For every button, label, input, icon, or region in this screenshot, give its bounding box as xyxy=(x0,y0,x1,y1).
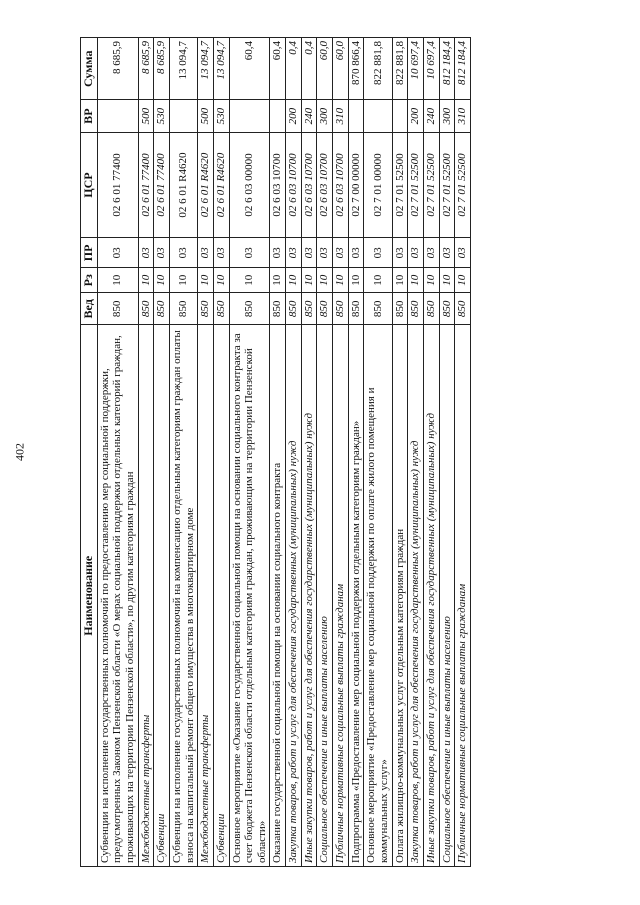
header-vr: ВР xyxy=(81,100,98,132)
cell-vr: 530 xyxy=(154,100,170,132)
cell-vr xyxy=(97,100,138,132)
cell-vr: 200 xyxy=(286,100,302,132)
cell-vr xyxy=(348,100,364,132)
cell-name: Субвенции на исполнение государственных полномочий на компенсацию отдельным категориям граждан оплаты взноса на капитальный ремонт общего имущества в многоквартирном доме xyxy=(170,325,198,867)
table-row xyxy=(97,38,138,867)
cell-vr: 200 xyxy=(408,100,424,132)
table-row xyxy=(170,38,198,867)
cell-csr: 02 7 01 52500 xyxy=(423,132,439,238)
rotated-table-container xyxy=(80,37,570,867)
header-name: Наименование xyxy=(81,325,98,867)
header-rz: Рз xyxy=(81,268,98,293)
cell-rz: 10 xyxy=(392,268,408,293)
cell-name: Публичные нормативные социальные выплаты гражданам xyxy=(455,325,471,867)
cell-rz: 10 xyxy=(348,268,364,293)
cell-pr: 03 xyxy=(408,238,424,268)
cell-rz: 10 xyxy=(154,268,170,293)
cell-csr: 02 7 01 52500 xyxy=(455,132,471,238)
cell-ved: 850 xyxy=(301,293,317,325)
table-body xyxy=(97,38,470,867)
cell-vr xyxy=(270,100,286,132)
cell-rz: 10 xyxy=(97,268,138,293)
cell-name: Иные закупки товаров, работ и услуг для обеспечения государственных (муниципальных) нужд xyxy=(423,325,439,867)
cell-csr: 02 6 01 R4620 xyxy=(213,132,229,238)
cell-vr xyxy=(170,100,198,132)
cell-name: Субвенции xyxy=(154,325,170,867)
cell-pr: 03 xyxy=(97,238,138,268)
cell-pr: 03 xyxy=(301,238,317,268)
cell-pr: 03 xyxy=(317,238,333,268)
header-csr: ЦСР xyxy=(81,132,98,238)
cell-sum: 812 184,4 xyxy=(439,38,455,100)
cell-csr: 02 6 03 10700 xyxy=(286,132,302,238)
cell-name: Оплата жилищно-коммунальных услуг отдельным категориям граждан xyxy=(392,325,408,867)
cell-csr: 02 6 01 77400 xyxy=(138,132,154,238)
cell-ved: 850 xyxy=(392,293,408,325)
cell-name: Субвенции на исполнение государственных полномочий по предоставлению мер социальной поддержки, предусмотренных Законом Пензенской области «О мерах социальной поддержки отдельных категорий граждан, проживающих на территории Пензенской области», по другим категориям граждан xyxy=(97,325,138,867)
cell-ved: 850 xyxy=(439,293,455,325)
cell-name: Социальное обеспечение и иные выплаты населению xyxy=(439,325,455,867)
table-row xyxy=(317,38,333,867)
table-row xyxy=(286,38,302,867)
cell-sum: 10 697,4 xyxy=(408,38,424,100)
page-number: 402 xyxy=(12,443,27,461)
cell-sum: 822 881,8 xyxy=(392,38,408,100)
table-row xyxy=(138,38,154,867)
cell-rz: 10 xyxy=(213,268,229,293)
cell-vr: 300 xyxy=(439,100,455,132)
table-row xyxy=(392,38,408,867)
cell-sum: 60,4 xyxy=(229,38,270,100)
cell-vr: 530 xyxy=(213,100,229,132)
cell-csr: 02 6 03 10700 xyxy=(333,132,349,238)
cell-ved: 850 xyxy=(455,293,471,325)
cell-ved: 850 xyxy=(170,293,198,325)
table-row xyxy=(333,38,349,867)
cell-csr: 02 6 03 10700 xyxy=(317,132,333,238)
cell-pr: 03 xyxy=(348,238,364,268)
cell-ved: 850 xyxy=(97,293,138,325)
cell-vr: 310 xyxy=(455,100,471,132)
cell-rz: 10 xyxy=(455,268,471,293)
table-row xyxy=(364,38,392,867)
table-row xyxy=(198,38,214,867)
cell-vr xyxy=(229,100,270,132)
cell-sum: 60,0 xyxy=(333,38,349,100)
table-row xyxy=(213,38,229,867)
cell-pr: 03 xyxy=(229,238,270,268)
cell-vr: 500 xyxy=(198,100,214,132)
cell-vr: 310 xyxy=(333,100,349,132)
cell-name: Межбюджетные трансферты xyxy=(138,325,154,867)
cell-pr: 03 xyxy=(423,238,439,268)
table-row xyxy=(423,38,439,867)
cell-pr: 03 xyxy=(270,238,286,268)
cell-pr: 03 xyxy=(213,238,229,268)
table-row xyxy=(439,38,455,867)
cell-pr: 03 xyxy=(439,238,455,268)
cell-rz: 10 xyxy=(364,268,392,293)
cell-vr: 240 xyxy=(301,100,317,132)
cell-csr: 02 6 03 10700 xyxy=(301,132,317,238)
cell-sum: 8 685,9 xyxy=(97,38,138,100)
cell-sum: 10 697,4 xyxy=(423,38,439,100)
cell-name: Подпрограмма «Предоставление мер социальной поддержки отдельным категориям граждан» xyxy=(348,325,364,867)
cell-name: Основное мероприятие «Предоставление мер социальной поддержки по оплате жилого помещения и коммунальных услуг» xyxy=(364,325,392,867)
cell-csr: 02 7 00 00000 xyxy=(348,132,364,238)
cell-pr: 03 xyxy=(333,238,349,268)
cell-ved: 850 xyxy=(270,293,286,325)
cell-ved: 850 xyxy=(138,293,154,325)
cell-name: Субвенции xyxy=(213,325,229,867)
cell-name: Закупка товаров, работ и услуг для обеспечения государственных (муниципальных) нужд xyxy=(286,325,302,867)
cell-name: Социальное обеспечение и иные выплаты населению xyxy=(317,325,333,867)
cell-pr: 03 xyxy=(392,238,408,268)
header-sum: Сумма xyxy=(81,38,98,100)
cell-rz: 10 xyxy=(138,268,154,293)
table-row xyxy=(301,38,317,867)
cell-sum: 0,4 xyxy=(301,38,317,100)
cell-rz: 10 xyxy=(170,268,198,293)
cell-sum: 822 881,8 xyxy=(364,38,392,100)
cell-csr: 02 6 03 00000 xyxy=(229,132,270,238)
cell-name: Основное мероприятие «Оказание государственной социальной помощи на основании социального контракта за счет бюджета Пензенской области отдельным категориям граждан, проживающим на территории Пензенской области» xyxy=(229,325,270,867)
cell-ved: 850 xyxy=(154,293,170,325)
cell-csr: 02 7 01 52500 xyxy=(439,132,455,238)
cell-rz: 10 xyxy=(229,268,270,293)
cell-name: Закупка товаров, работ и услуг для обеспечения государственных (муниципальных) нужд xyxy=(408,325,424,867)
cell-ved: 850 xyxy=(408,293,424,325)
cell-vr xyxy=(392,100,408,132)
cell-pr: 03 xyxy=(154,238,170,268)
table-row xyxy=(270,38,286,867)
cell-name: Публичные нормативные социальные выплаты гражданам xyxy=(333,325,349,867)
header-ved: Вед xyxy=(81,293,98,325)
cell-vr: 240 xyxy=(423,100,439,132)
cell-rz: 10 xyxy=(270,268,286,293)
table-row xyxy=(348,38,364,867)
cell-ved: 850 xyxy=(423,293,439,325)
cell-pr: 03 xyxy=(286,238,302,268)
cell-rz: 10 xyxy=(317,268,333,293)
cell-name: Оказание государственной социальной помощи на основании социального контракта xyxy=(270,325,286,867)
cell-csr: 02 7 01 00000 xyxy=(364,132,392,238)
cell-rz: 10 xyxy=(439,268,455,293)
cell-sum: 0,4 xyxy=(286,38,302,100)
header-pr: ПР xyxy=(81,238,98,268)
cell-csr: 02 7 01 52500 xyxy=(392,132,408,238)
cell-rz: 10 xyxy=(408,268,424,293)
cell-sum: 13 094,7 xyxy=(198,38,214,100)
cell-rz: 10 xyxy=(198,268,214,293)
cell-sum: 870 866,4 xyxy=(348,38,364,100)
cell-csr: 02 6 03 10700 xyxy=(270,132,286,238)
cell-csr: 02 6 01 77400 xyxy=(97,132,138,238)
cell-pr: 03 xyxy=(364,238,392,268)
cell-csr: 02 7 01 52500 xyxy=(408,132,424,238)
cell-ved: 850 xyxy=(364,293,392,325)
cell-csr: 02 6 01 77400 xyxy=(154,132,170,238)
cell-ved: 850 xyxy=(286,293,302,325)
cell-sum: 8 685,9 xyxy=(138,38,154,100)
cell-sum: 60,4 xyxy=(270,38,286,100)
cell-sum: 13 094,7 xyxy=(170,38,198,100)
cell-rz: 10 xyxy=(333,268,349,293)
cell-rz: 10 xyxy=(423,268,439,293)
budget-table xyxy=(80,37,471,867)
cell-vr: 300 xyxy=(317,100,333,132)
header-row xyxy=(81,38,98,867)
cell-pr: 03 xyxy=(198,238,214,268)
cell-csr: 02 6 01 R4620 xyxy=(170,132,198,238)
cell-rz: 10 xyxy=(301,268,317,293)
cell-ved: 850 xyxy=(213,293,229,325)
cell-pr: 03 xyxy=(138,238,154,268)
table-row xyxy=(154,38,170,867)
cell-sum: 8 685,9 xyxy=(154,38,170,100)
cell-vr xyxy=(364,100,392,132)
cell-sum: 812 184,4 xyxy=(455,38,471,100)
cell-sum: 13 094,7 xyxy=(213,38,229,100)
cell-pr: 03 xyxy=(170,238,198,268)
cell-ved: 850 xyxy=(229,293,270,325)
cell-rz: 10 xyxy=(286,268,302,293)
table-row xyxy=(408,38,424,867)
cell-ved: 850 xyxy=(348,293,364,325)
cell-name: Межбюджетные трансферты xyxy=(198,325,214,867)
cell-csr: 02 6 01 R4620 xyxy=(198,132,214,238)
cell-pr: 03 xyxy=(455,238,471,268)
cell-sum: 60,0 xyxy=(317,38,333,100)
cell-name: Иные закупки товаров, работ и услуг для обеспечения государственных (муниципальных) нужд xyxy=(301,325,317,867)
cell-ved: 850 xyxy=(317,293,333,325)
cell-vr: 500 xyxy=(138,100,154,132)
cell-ved: 850 xyxy=(333,293,349,325)
cell-ved: 850 xyxy=(198,293,214,325)
table-row xyxy=(229,38,270,867)
table-row xyxy=(455,38,471,867)
